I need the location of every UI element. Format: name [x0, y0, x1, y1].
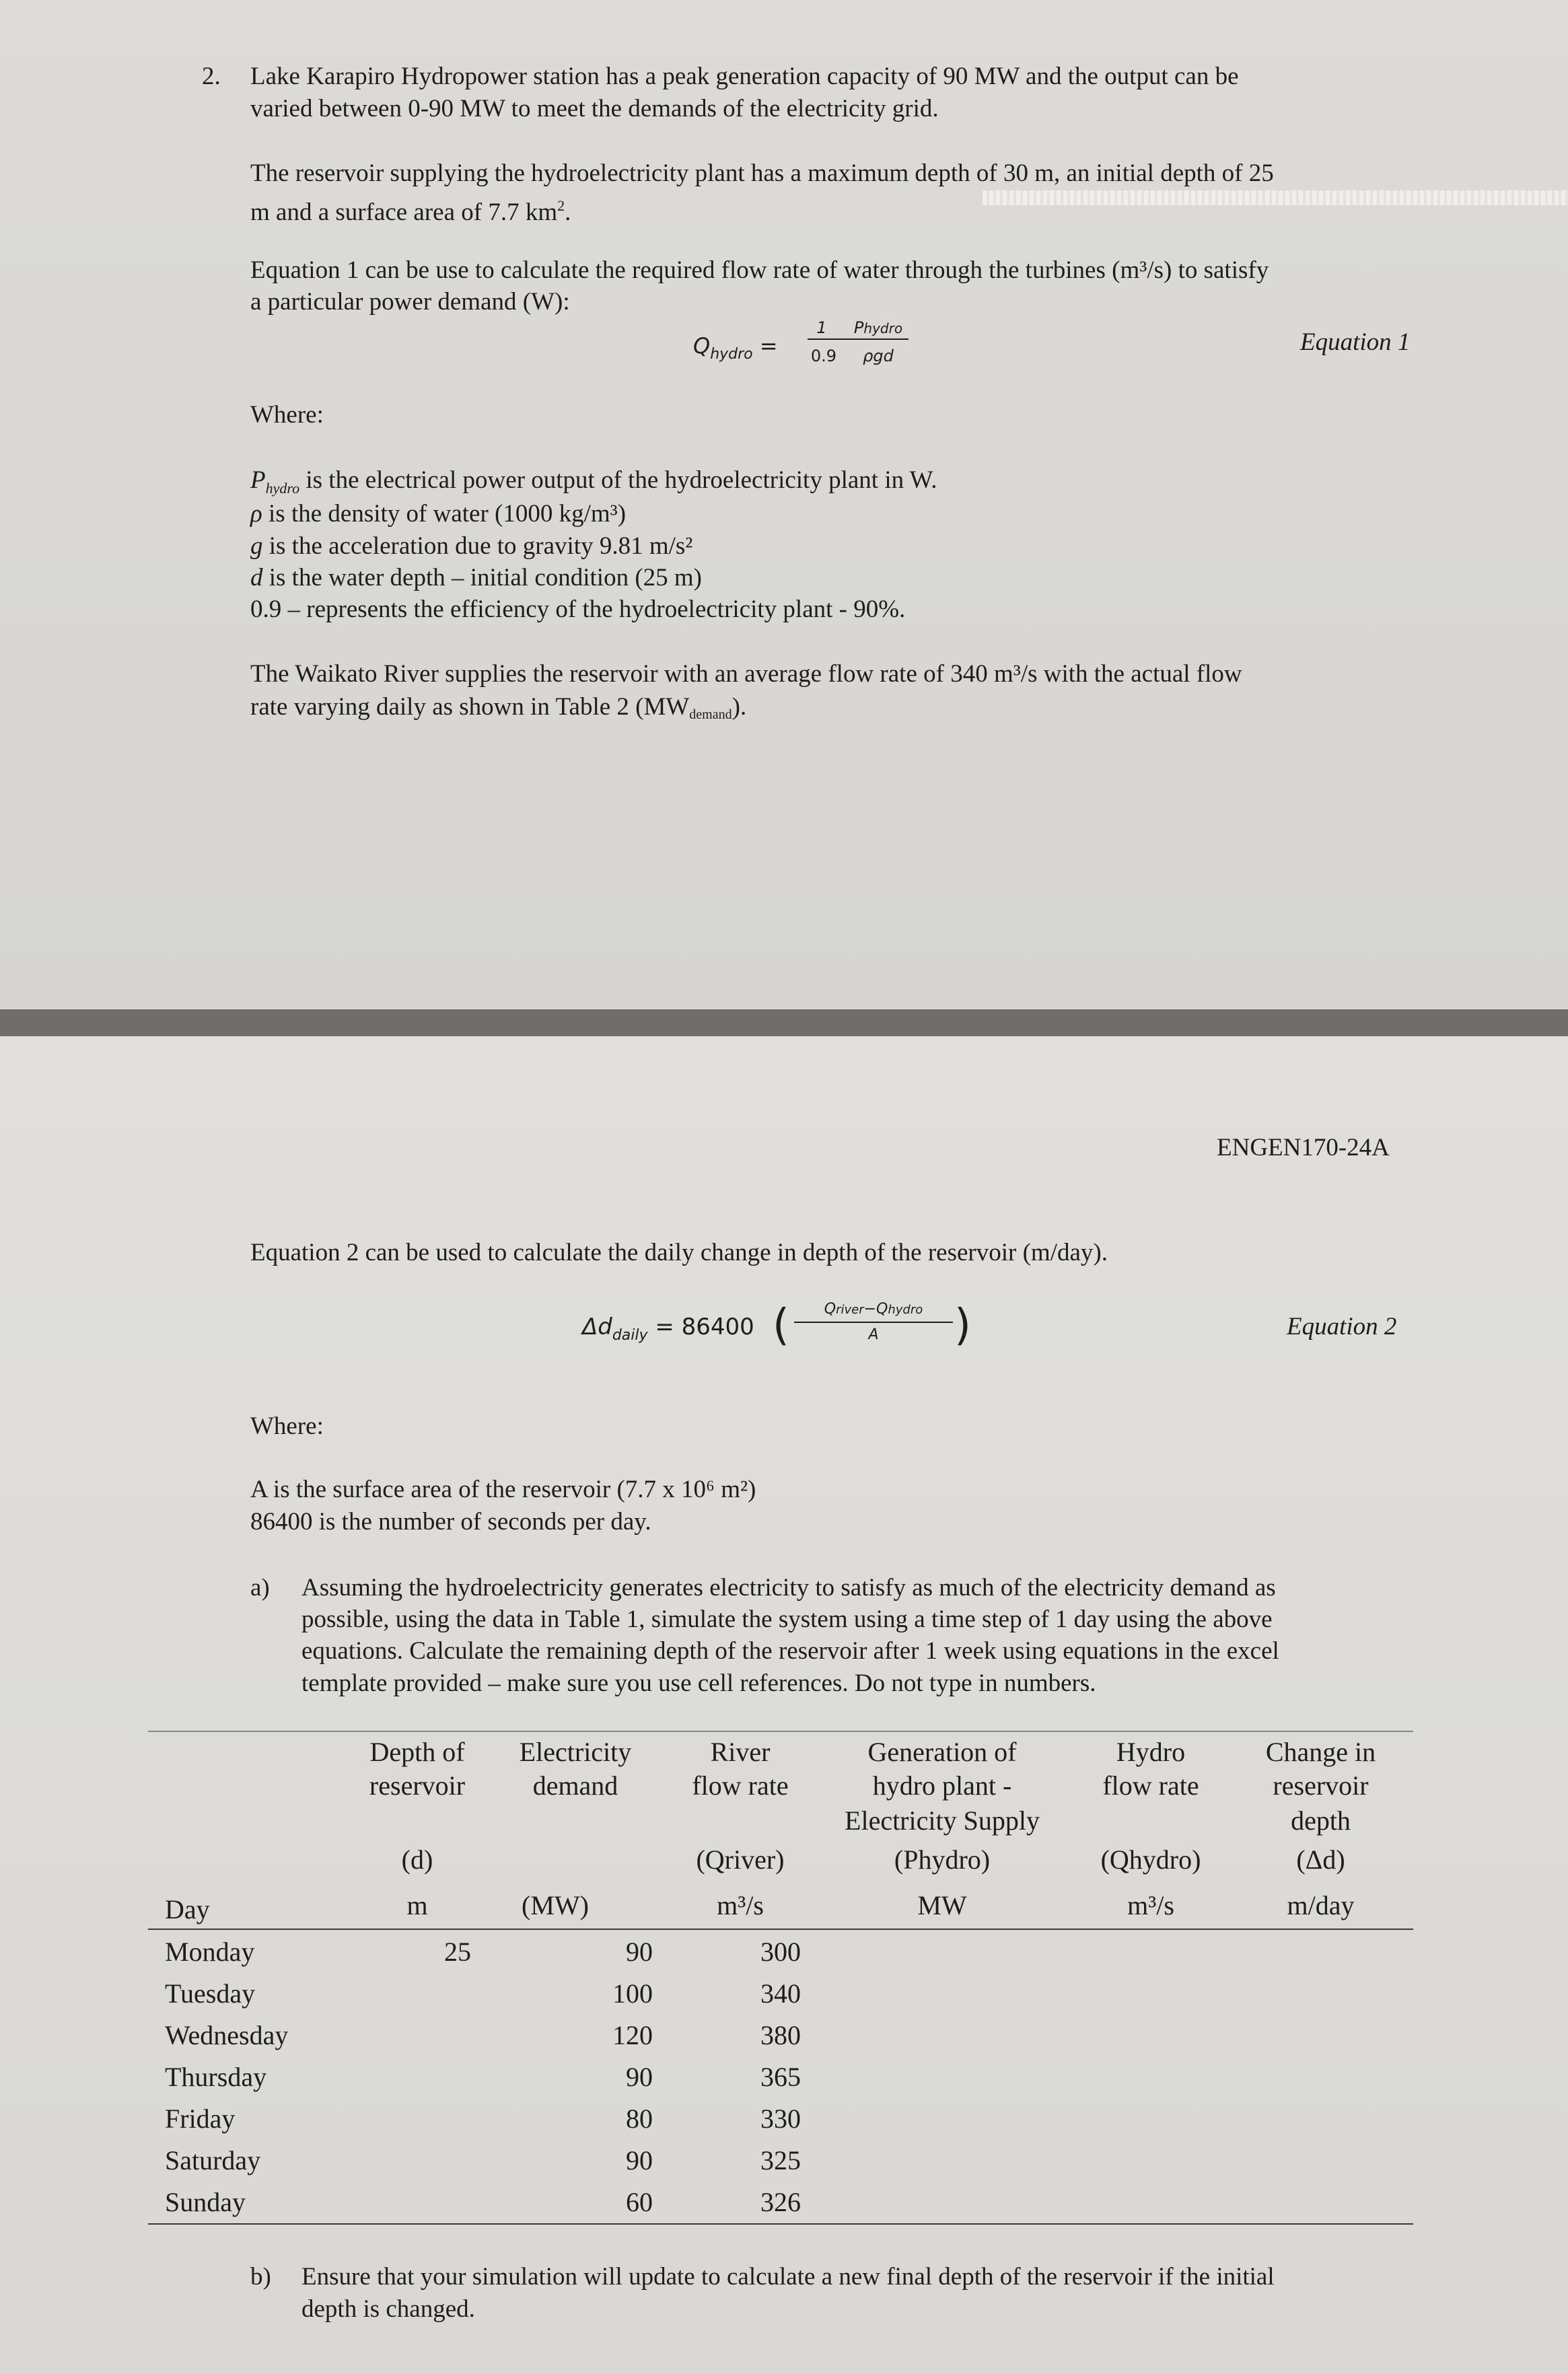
cell-river: 325: [760, 2145, 801, 2175]
page-divider: [0, 1009, 1568, 1036]
part-a-line-1: Assuming the hydroelectricity generates electricity to satisfy as much of the electricity demand as: [301, 1574, 1276, 1602]
cell-day: Monday: [165, 1937, 255, 1967]
part-a-line-3: equations. Calculate the remaining depth of the reservoir after 1 week using equations in the excel: [301, 1637, 1279, 1665]
header-day: Day: [165, 1894, 210, 1925]
intro-line-1: Lake Karapiro Hydropower station has a peak generation capacity of 90 MW and the output can be: [250, 63, 1239, 90]
def-d: d is the water depth – initial condition (25 m): [250, 564, 703, 591]
header-generation-unit: MW: [917, 1890, 967, 1920]
cell-day: Thursday: [165, 2062, 267, 2092]
cell-day: Friday: [165, 2103, 236, 2134]
eq2-intro: Equation 2 can be used to calculate the daily change in depth of the reservoir (m/day).: [250, 1239, 1108, 1266]
where-1: Where:: [250, 401, 324, 429]
def-efficiency: 0.9 – represents the efficiency of the hydroelectricity plant - 90%.: [250, 596, 906, 623]
upper-page: [0, 0, 1568, 1009]
cell-day: Wednesday: [165, 2020, 289, 2050]
header-hydro-unit: m³/s: [1127, 1890, 1174, 1920]
eq2-paren-close: ): [954, 1301, 971, 1351]
header-generation-line1: Generation of: [867, 1737, 1017, 1767]
eq1-numerator: Phydro: [853, 318, 903, 337]
header-change-line1: Change in: [1265, 1737, 1376, 1767]
header-demand-line2: demand: [532, 1770, 618, 1801]
header-river-line1: River: [710, 1737, 771, 1767]
header-change-line3: depth: [1291, 1805, 1351, 1836]
eq1-intro-line-2: a particular power demand (W):: [250, 288, 570, 316]
cell-river: 380: [760, 2020, 801, 2050]
header-hydro-line1: Hydro: [1116, 1737, 1186, 1767]
header-river-unit: m³/s: [717, 1890, 764, 1920]
part-b-line-1: Ensure that your simulation will update to calculate a new final depth of the reservoir if the initial: [301, 2263, 1275, 2291]
header-change-line4: (Δd): [1296, 1844, 1345, 1875]
cell-demand: 100: [612, 1978, 653, 2009]
cell-day: Sunday: [165, 2187, 246, 2217]
header-demand-line1: Electricity: [519, 1737, 632, 1767]
eq1-denominator: ρgd: [863, 347, 894, 365]
eq1-fraction-bar: [808, 338, 908, 340]
river-line-1: The Waikato River supplies the reservoir with an average flow rate of 340 m³/s with the actual flow: [250, 660, 1242, 688]
def-g: g is the acceleration due to gravity 9.81 m/s²: [250, 532, 693, 560]
def-rho: ρ is the density of water (1000 kg/m³): [250, 500, 627, 528]
where-2: Where:: [250, 1412, 324, 1440]
reservoir-line-1: The reservoir supplying the hydroelectricity plant has a maximum depth of 30 m, an initial depth of 25: [250, 159, 1274, 187]
def-phydro: $P_{hydro}$ is the electrical power output of the hydroelectricity plant in W.: [250, 466, 937, 497]
part-a-label: a): [250, 1574, 270, 1602]
cell-day: Saturday: [165, 2145, 261, 2175]
cell-demand: 60: [626, 2187, 653, 2217]
part-a-line-2: possible, using the data in Table 1, simulate the system using a time step of 1 day using the above: [301, 1606, 1273, 1633]
cell-day: Tuesday: [165, 1978, 256, 2009]
eq2-denominator: A: [868, 1326, 879, 1343]
header-hydro-line2: flow rate: [1102, 1770, 1199, 1801]
header-hydro-line3: (Qhydro): [1100, 1844, 1201, 1875]
cell-demand: 120: [612, 2020, 653, 2050]
cell-river: 330: [760, 2103, 801, 2134]
cell-demand: 90: [626, 1937, 653, 1967]
eq1-label: Equation 1: [1300, 328, 1411, 356]
header-generation-line4: (Phydro): [894, 1844, 991, 1875]
cell-demand: 90: [626, 2145, 653, 2175]
part-b-line-2: depth is changed.: [301, 2295, 475, 2323]
reservoir-line-2: m and a surface area of 7.7 $km^2$.: [250, 197, 571, 226]
part-b-label: b): [250, 2263, 271, 2291]
part-a-line-4: template provided – make sure you use cell references. Do not type in numbers.: [301, 1669, 1096, 1697]
table-top-rule: [148, 1731, 1413, 1732]
def-area: A is the surface area of the reservoir (7.7 x 10⁶ m²): [250, 1476, 756, 1503]
header-generation-line2: hydro plant -: [872, 1770, 1012, 1801]
header-river-line3: (Qriver): [696, 1844, 785, 1875]
river-line-2: rate varying daily as shown in Table 2 $(MW_{demand})$.: [250, 693, 747, 722]
header-depth-line3: (d): [401, 1844, 433, 1875]
question-number: 2.: [202, 63, 221, 90]
def-seconds: 86400 is the number of seconds per day.: [250, 1508, 651, 1536]
header-depth-line2: reservoir: [369, 1770, 466, 1801]
eq1-coef-num: 1: [816, 318, 827, 337]
cell-river: 326: [760, 2187, 801, 2217]
cell-river: 340: [760, 1978, 801, 2009]
eq1-lhs: $Q_{hydro}$ =: [693, 333, 778, 363]
eq2-fraction-bar: [794, 1322, 953, 1323]
eq2-lhs: $\Delta d_{daily} = 86400$: [582, 1314, 754, 1344]
header-change-line2: reservoir: [1273, 1770, 1369, 1801]
cell-depth: 25: [444, 1937, 471, 1967]
header-generation-line3: Electricity Supply: [845, 1805, 1040, 1836]
header-depth-unit: m: [406, 1890, 428, 1920]
header-river-line2: flow rate: [692, 1770, 789, 1801]
eq2-paren-open: (: [773, 1301, 789, 1351]
cell-river: 365: [760, 2062, 801, 2092]
cell-demand: 90: [626, 2062, 653, 2092]
header-depth-line1: Depth of: [369, 1737, 465, 1767]
course-code: ENGEN170-24A: [1217, 1134, 1390, 1161]
intro-line-2: varied between 0-90 MW to meet the demands of the electricity grid.: [250, 95, 939, 122]
eq2-numerator: Qriver−Qhydro: [824, 1301, 923, 1318]
eq1-coef-den: 0.9: [810, 347, 837, 365]
screen-glare: [983, 190, 1568, 205]
cell-river: 300: [760, 1937, 801, 1967]
table-header-rule: [148, 1929, 1413, 1930]
eq1-intro-line-1: Equation 1 can be use to calculate the required flow rate of water through the turbines (m³/s) to satisfy: [250, 256, 1269, 284]
header-change-unit: m/day: [1287, 1890, 1355, 1920]
cell-demand: 80: [626, 2103, 653, 2134]
eq2-label: Equation 2: [1287, 1313, 1397, 1340]
header-demand-unit: (MW): [522, 1890, 589, 1920]
table-bottom-rule: [148, 2223, 1413, 2225]
